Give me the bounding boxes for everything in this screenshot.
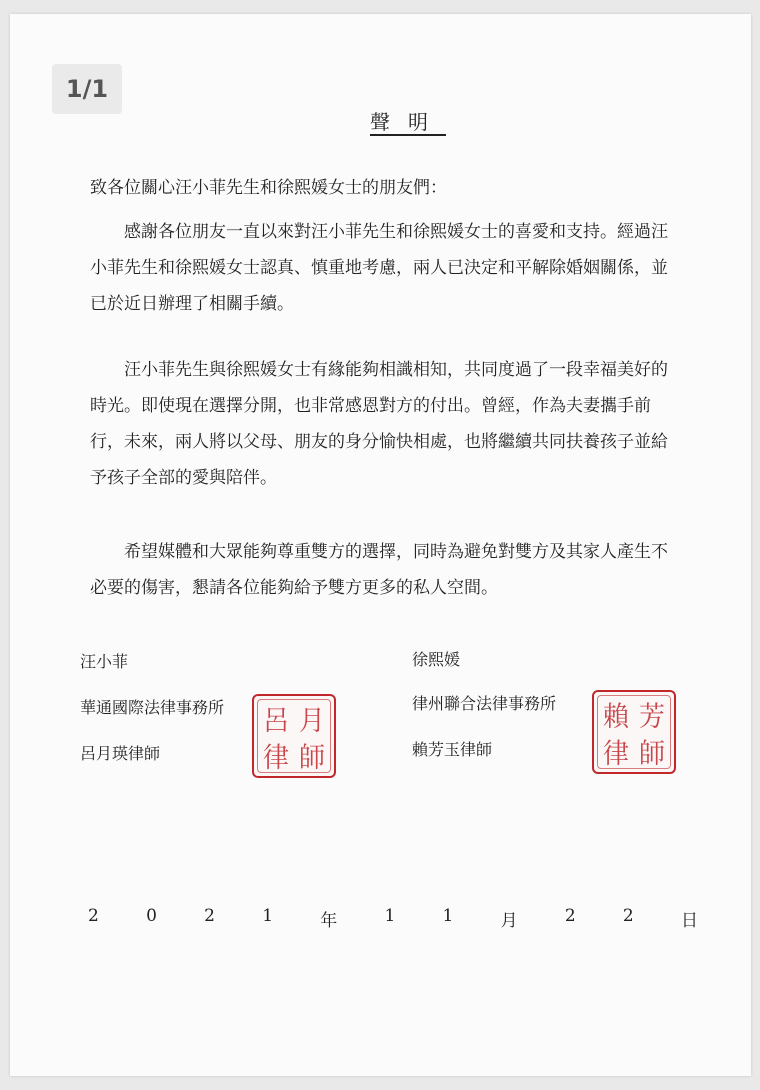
date-char: 2 (622, 906, 634, 926)
seal-char: 律 (602, 738, 629, 770)
date-char: 2 (564, 906, 576, 926)
seal-char: 芳 (638, 701, 665, 733)
seal-char: 呂 (262, 705, 289, 737)
seal-char: 月 (298, 705, 325, 737)
paragraph-line: 希望媒體和大眾能夠尊重雙方的選擇，同時為避免對雙方及其家人產生不 (124, 542, 668, 562)
paragraph-line: 感謝各位朋友一直以來對汪小菲先生和徐熙媛女士的喜愛和支持。經過汪 (124, 222, 668, 242)
date-char: 年 (320, 911, 338, 931)
paragraph-2 (90, 352, 710, 496)
paragraph-3 (90, 534, 710, 606)
date-char: 0 (146, 906, 157, 926)
paragraph-line: 予孩子全部的愛與陪伴。 (90, 468, 277, 488)
document-date (88, 906, 698, 931)
document-title: 聲明 (370, 110, 446, 134)
date-char: 2 (88, 906, 99, 926)
paragraph-line: 汪小菲先生與徐熙媛女士有緣能夠相識相知，共同度過了一段幸福美好的 (124, 360, 668, 380)
date-char: 1 (442, 906, 454, 926)
date-char: 月 (500, 911, 518, 931)
left-law-firm: 華通國際法律事務所 (80, 698, 225, 717)
left-seal-stamp (252, 694, 336, 778)
paragraph-line: 小菲先生和徐熙媛女士認真、慎重地考慮，兩人已決定和平解除婚姻關係，並 (90, 258, 668, 278)
paragraph-line: 時光。即使現在選擇分開，也非常感恩對方的付出。曾經，作為夫妻攜手前 (90, 396, 651, 416)
paragraph-line: 必要的傷害，懇請各位能夠給予雙方更多的私人空間。 (90, 578, 498, 598)
paragraph-line: 行，未來，兩人將以父母、朋友的身分愉快相處，也將繼續共同扶養孩子並給 (90, 432, 668, 452)
paragraph-line: 已於近日辦理了相關手續。 (90, 294, 294, 314)
greeting: 致各位關心汪小菲先生和徐熙媛女士的朋友們： (90, 178, 447, 198)
date-char: 1 (262, 906, 274, 926)
left-lawyer: 呂月瑛律師 (80, 744, 161, 763)
right-signatory-name: 徐熙媛 (412, 650, 461, 669)
seal-char: 師 (298, 742, 325, 774)
seal-char: 師 (638, 738, 665, 770)
date-char: 日 (680, 911, 698, 931)
right-seal-stamp (592, 690, 676, 774)
seal-char: 賴 (602, 701, 629, 733)
document-page (10, 14, 751, 1076)
date-char: 2 (204, 906, 215, 926)
date-char: 1 (384, 906, 396, 926)
right-law-firm: 律州聯合法律事務所 (412, 694, 557, 713)
page-counter-badge: 1/1 (52, 64, 122, 114)
left-signatory-name: 汪小菲 (80, 652, 129, 671)
paragraph-1 (90, 214, 710, 322)
seal-char: 律 (262, 742, 289, 774)
right-lawyer: 賴芳玉律師 (412, 740, 493, 759)
